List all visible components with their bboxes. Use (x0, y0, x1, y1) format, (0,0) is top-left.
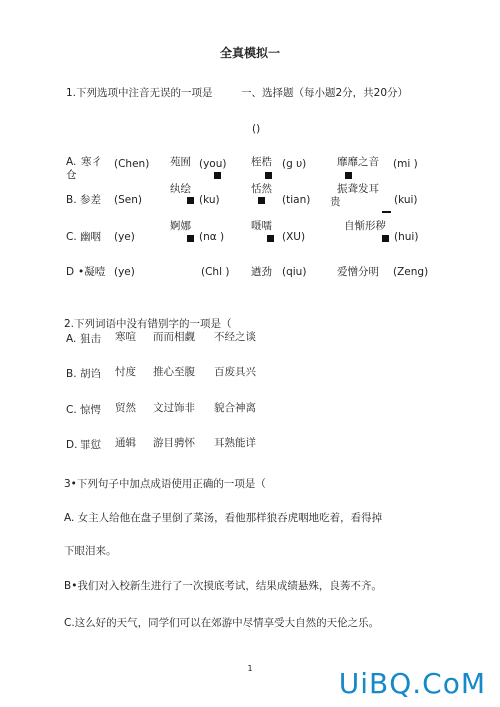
q1-a-pinyin-3: (g υ) (282, 158, 307, 170)
q1-c-pinyin-2: (nα ) (199, 231, 225, 243)
q2-option-letter-c: C. (66, 404, 77, 416)
q2-a-word-1: 狙击 (80, 333, 101, 345)
q1-option-letter-a: A. (66, 156, 77, 168)
q1-option-letter-c: C. (66, 231, 77, 243)
q1-option-letter-b: B. (66, 194, 77, 206)
q1-b-pinyin-4: (kui) (394, 194, 418, 206)
q1-a-word-1: 寒彳 (81, 156, 102, 168)
q1-d-word-1: •凝噎 (78, 266, 106, 278)
q2-a-word-4: 不经之谈 (214, 331, 256, 343)
q1-a-pinyin-1: (Chen) (114, 158, 150, 170)
q1-stem: 1.下列选项中注音无误的一项是 (66, 87, 213, 99)
q2-c-word-3: 文过饰非 (153, 402, 195, 414)
q1-c-word-2: 婀娜 (170, 220, 191, 232)
q1-a-word-2: 苑囿 (170, 156, 191, 168)
q1-d-word-3: 遒劲 (251, 266, 272, 278)
q2-c-word-2: 贸然 (115, 402, 136, 414)
dot-mark (187, 235, 194, 242)
q1-a-pinyin-4: (mi ) (393, 158, 418, 170)
q1-d-pinyin-4: (Zeng) (393, 266, 429, 278)
q3-option-b: B•我们对入校新生进行了一次摸底考试，结果成绩悬殊，良莠不齐。 (64, 580, 382, 592)
q2-b-word-3: 推心至腹 (153, 366, 195, 378)
q2-d-word-2: 通辑 (115, 437, 136, 449)
q1-a-pinyin-2: (you) (199, 158, 227, 170)
section-heading: 一、选择题（每小题2分，共20分） (241, 87, 409, 99)
q1-a-word-4: 靡靡之音 (337, 156, 379, 168)
q1-b-word-3: 恬然 (251, 183, 272, 195)
dot-mark (258, 197, 265, 204)
page-title: 全真模拟一 (219, 46, 280, 60)
dot-mark (265, 172, 272, 179)
q1-d-pinyin-3: (qiu) (282, 266, 307, 278)
q1-d-pinyin-2: (Chl ) (201, 266, 230, 278)
q2-d-word-3: 游目骋怀 (153, 437, 195, 449)
q2-a-word-2: 寒喧 (115, 331, 136, 343)
q1-a-word-3: 桎梏 (251, 156, 272, 168)
page-number: 1 (247, 664, 253, 673)
q1-b-word-4: 振聋发耳 (337, 183, 379, 195)
q1-b-pinyin-3: (tian) (282, 194, 311, 206)
q1-b-word-1: 参差 (80, 194, 101, 206)
q1-b-word-2: 纨绘 (170, 183, 191, 195)
dot-mark (382, 211, 391, 213)
q1-b-word-4-continued: 贵 (330, 196, 341, 208)
q1-c-word-1: 幽咽 (80, 231, 101, 243)
q2-stem: 2.下列词语中没有错别字的一项是（ (64, 318, 232, 330)
q2-option-letter-d: D. (66, 439, 78, 451)
q2-d-word-4: 耳熟能详 (214, 437, 256, 449)
q2-c-word-1: 惊愕 (80, 404, 101, 416)
dot-mark (345, 172, 352, 179)
q1-b-pinyin-1: (Sen) (114, 194, 142, 206)
q3-option-a-line-1: A. 女主人给他在盘子里倒了菜汤，看他那样狼吞虎咽地吃着，看得掉 (64, 512, 383, 524)
q3-option-c: C.这么好的天气，同学们可以在郊游中尽情享受大自然的天伦之乐。 (64, 617, 380, 629)
q2-c-word-4: 貌合神离 (214, 402, 256, 414)
q2-a-word-3: 而而相觑 (153, 331, 195, 343)
q1-option-letter-d: D (66, 266, 75, 278)
q2-b-word-2: 忖度 (115, 366, 136, 378)
q1-c-pinyin-3: (XU) (282, 231, 306, 243)
q1-a-word-1-continued: 仓 (66, 169, 77, 181)
q2-b-word-1: 胡诌 (80, 368, 101, 380)
dot-mark (382, 235, 389, 242)
q1-c-pinyin-1: (ye) (114, 231, 135, 243)
q2-b-word-4: 百废具兴 (214, 366, 256, 378)
q1-d-word-4: 爱憎分明 (337, 266, 379, 278)
q1-c-word-4: 自惭形秽 (344, 220, 386, 232)
q1-answer-paren: () (252, 123, 261, 135)
q1-c-word-3: 嗫嚅 (251, 220, 272, 232)
dot-mark (187, 197, 194, 204)
q3-stem: 3•下列句子中加点成语使用正确的一项是（ (64, 478, 266, 490)
dot-mark (267, 235, 274, 242)
dot-mark (214, 172, 221, 179)
watermark-logo: UiBQ.CoM (338, 667, 486, 700)
q1-d-pinyin-1: (ye) (114, 266, 135, 278)
q2-d-word-1: 罪愆 (80, 439, 101, 451)
q2-option-letter-a: A. (66, 333, 77, 345)
q3-option-a-line-2: 下眼泪来。 (64, 545, 117, 557)
q1-b-pinyin-2: (ku) (199, 194, 220, 206)
q2-option-letter-b: B. (66, 368, 77, 380)
q1-c-pinyin-4: (hui) (394, 231, 419, 243)
